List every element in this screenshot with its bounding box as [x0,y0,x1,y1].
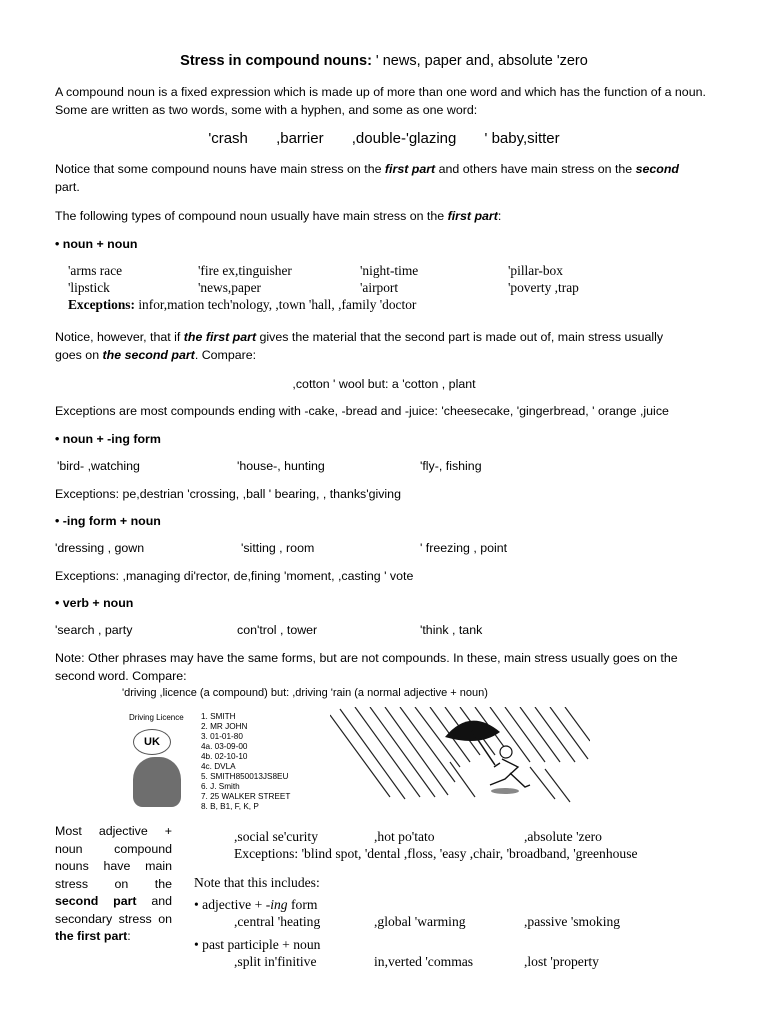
exceptions [68,296,416,313]
intro-example: ,double-'glazing [351,130,457,147]
example: 'airport [360,280,399,295]
text: form [287,897,318,912]
licence-line: 4c. DVLA [201,762,236,771]
emphasis: the second part [102,348,195,362]
noun-noun-examples [68,262,688,314]
exceptions-text: infor,mation tech'nology, ,town 'hall, ,family 'doctor [134,297,417,312]
section-heading-ing-noun: • -ing form + noun [55,514,161,528]
emphasis: first part [447,209,498,223]
intro-paragraph: A compound noun is a fixed expression which is made up of more than one word and which has the function of a noun. Some are written as two words, some with a hyphen, and some as one word: [55,85,706,117]
licence-line: 6. J. Smith [201,782,240,791]
exceptions-adj-noun: Exceptions: 'blind spot, 'dental ,floss, 'easy ,chair, 'broadband, 'greenhouse [234,846,638,861]
title-bold: Stress in compound nouns: [180,53,372,69]
example: ,global 'warming [374,914,466,929]
example: ,passive 'smoking [524,914,621,929]
intro-example: 'crash [208,130,248,147]
text: Most adjective + noun compound nouns have main stress on the [55,824,172,891]
rain-umbrella-icon [330,707,590,807]
licence-line: 4b. 02-10-10 [201,752,248,761]
driving-rain-illustration [330,707,590,807]
example: ,social se'curity [234,829,318,844]
licence-line: 2. MR JOHN [201,722,248,731]
text: • adjective + [194,897,266,912]
exceptions-cake: Exceptions are most compounds ending with -cake, -bread and -juice: 'cheesecake, 'gingerbread, ' orange ,juice [55,404,669,418]
intro-examples [0,130,768,147]
uk-badge: UK [133,729,171,755]
section-heading-noun-ing: • noun + -ing form [55,432,161,446]
emphasis: second part [55,894,137,908]
example: ' freezing , point [420,541,508,555]
emphasis: the first part [55,929,128,943]
text: goes on [55,348,103,362]
licence-details [201,712,290,812]
compare-example: ,cotton ' wool but: a 'cotton , plant [292,377,476,391]
licence-line: 5. SMITH850013JS8EU [201,772,289,781]
example: 'fire ex,tinguisher [198,263,292,278]
licence-line: 4a. 03-09-00 [201,742,248,751]
text: gives the material that the second part is made out of, main stress usually [256,330,664,344]
example: 'think , tank [420,623,483,637]
emphasis: second [635,162,680,176]
example: 'news,paper [198,280,262,295]
exceptions-label: Exceptions: [68,297,135,312]
example: 'sitting , room [241,541,315,555]
emphasis: -ing [265,897,288,912]
example: 'bird- ,watching [57,459,140,473]
example: in,verted 'commas [374,954,474,969]
example: 'house-, hunting [237,459,325,473]
text: and others have main stress on the [435,162,636,176]
text: : [497,209,502,223]
intro-example: ,barrier [276,130,324,147]
notice-however-paragraph-cont [55,346,715,364]
page-title [0,53,768,69]
photo-portrait-icon [133,757,181,807]
licence-line: 1. SMITH [201,712,236,721]
note-paragraph: Note: Other phrases may have the same forms, but are not compounds. In these, main stress usually goes on the second word. Compare: [55,651,678,683]
licence-line: 7. 25 WALKER STREET [201,792,291,801]
adjective-noun-explanation [55,823,172,946]
text: Notice that some compound nouns have main stress on the [55,162,385,176]
example: ,absolute 'zero [524,829,602,844]
licence-label: Driving Licence [129,713,184,722]
note-includes: Note that this includes: [194,875,320,890]
notice-however-paragraph [55,328,715,346]
illustration-caption: 'driving ,licence (a compound) but: ,driving 'rain (a normal adjective + noun) [122,687,488,699]
text: . Compare: [194,348,257,362]
driving-licence-illustration [125,707,315,809]
adj-ing-heading [194,896,317,913]
text: Notice, however, that if [55,330,184,344]
exceptions-ing-noun: Exceptions: ,managing di'rector, de,fining 'moment, ,casting ' vote [55,569,414,583]
example: 'arms race [68,263,123,278]
example: 'poverty ,trap [508,280,579,295]
example: ,split in'finitive [234,954,317,969]
following-paragraph [55,207,715,225]
intro-example: ' baby,sitter [484,130,560,147]
example: 'search , party [55,623,133,637]
emphasis: the first part [183,330,257,344]
licence-line: 8. B, B1, F, K, P [201,802,259,811]
example: 'night-time [360,263,419,278]
text: The following types of compound noun usually have main stress on the [55,209,448,223]
example: 'pillar-box [508,263,563,278]
emphasis: first part [384,162,436,176]
notice-paragraph-cont: part. [55,180,80,194]
example: 'lipstick [68,280,110,295]
section-heading-verb-noun: • verb + noun [55,596,134,610]
section-heading-noun-noun: • noun + noun [55,237,138,251]
notice-paragraph [55,160,715,178]
text: and secondary stress on [55,894,172,926]
title-rest: ' news, paper and, absolute 'zero [371,53,588,69]
example: 'dressing , gown [55,541,145,555]
example: con'trol , tower [237,623,318,637]
licence-line: 3. 01-01-80 [201,732,243,741]
example: 'fly-, fishing [420,459,482,473]
example: ,lost 'property [524,954,599,969]
past-participle-heading: • past participle + noun [194,937,321,952]
example: ,hot po'tato [374,829,435,844]
example: ,central 'heating [234,914,321,929]
exceptions-noun-ing: Exceptions: pe,destrian 'crossing, ,ball ' bearing, , thanks'giving [55,487,401,501]
text: : [127,929,131,943]
